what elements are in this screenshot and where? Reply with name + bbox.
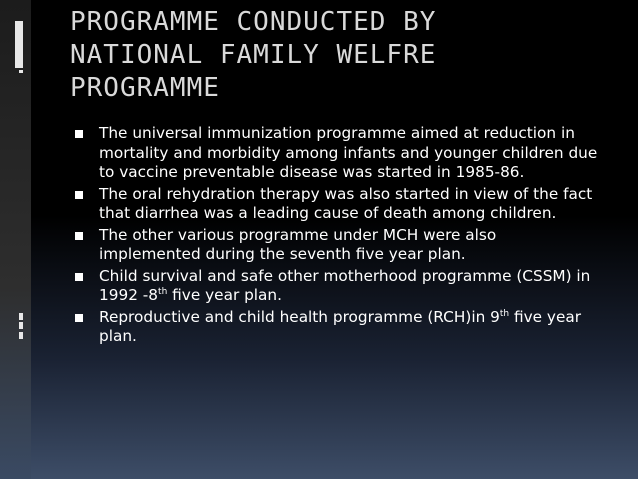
square-bullet-icon xyxy=(75,232,83,240)
bullet-list xyxy=(72,124,602,349)
slide-title: PROGRAMME CONDUCTED BY NATIONAL FAMILY WELFRE PROGRAMME xyxy=(70,7,437,103)
bullet-text: The oral rehydration therapy was also started in view of the fact that diarrhea was a leading cause of death among children. xyxy=(99,184,593,222)
left-decorative-bar xyxy=(0,0,31,479)
bullet-item xyxy=(72,226,602,265)
bullet-text: The other various programme under MCH were also implemented during the seventh five year plan. xyxy=(99,225,497,263)
ordinal-suffix: th xyxy=(158,286,168,297)
bullet-item xyxy=(72,185,602,224)
bullet-item xyxy=(72,267,602,306)
bullet-text: The universal immunization programme aimed at reduction in mortality and morbidity among infants and younger children due to vaccine preventable disease was started in 1985-86. xyxy=(99,124,598,181)
accent-block-mid-3 xyxy=(19,332,23,339)
square-bullet-icon xyxy=(75,130,83,138)
accent-block-top-large xyxy=(15,21,23,68)
square-bullet-icon xyxy=(75,191,83,199)
bullet-item xyxy=(72,124,602,183)
accent-block-top-small xyxy=(19,70,23,73)
accent-block-mid-2 xyxy=(19,322,23,329)
square-bullet-icon xyxy=(75,314,83,322)
bullet-text-before: Child survival and safe other motherhood programme (CSSM) in 1992 -8 xyxy=(99,266,591,304)
bullet-text-after: five year plan. xyxy=(99,307,582,345)
accent-block-mid-1 xyxy=(19,313,23,320)
ordinal-suffix: th xyxy=(499,308,510,319)
bullet-text-after: five year plan. xyxy=(167,286,282,304)
square-bullet-icon xyxy=(75,273,83,281)
bullet-item xyxy=(72,308,602,347)
bullet-text-before: Reproductive and child health programme (RCH)in 9 xyxy=(99,307,500,326)
